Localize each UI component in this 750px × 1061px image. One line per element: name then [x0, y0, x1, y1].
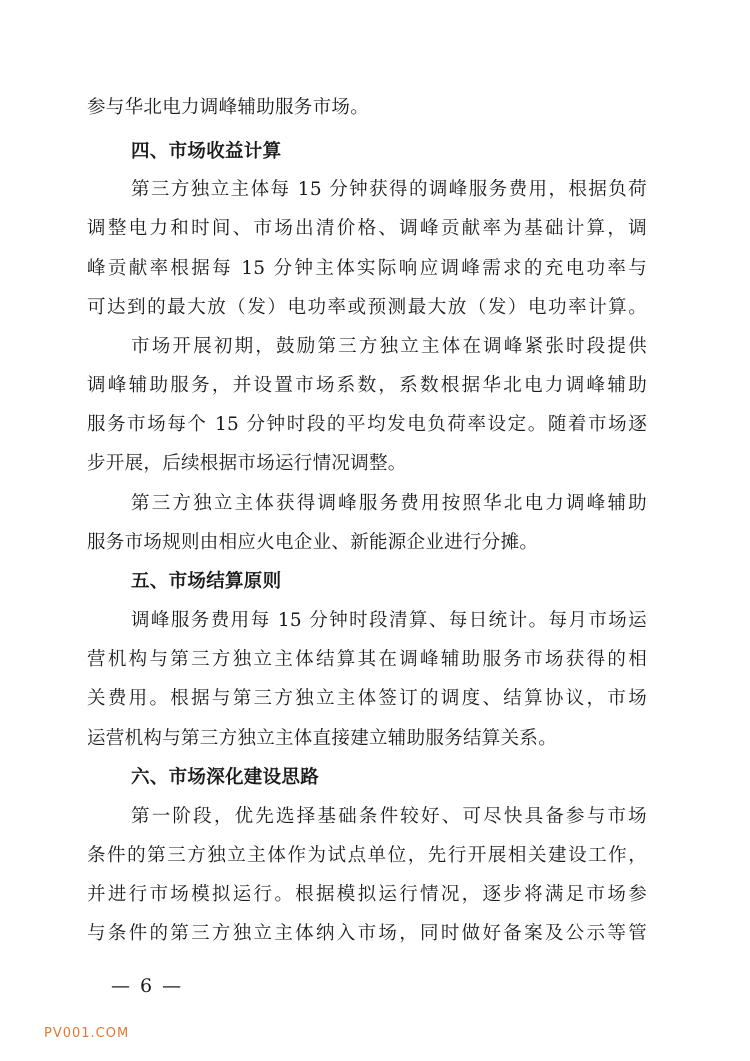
- section-heading: 五、市场结算原则: [131, 571, 282, 592]
- paragraph-line: 参与华北电力调峰辅助服务市场。: [87, 97, 370, 118]
- page-number: — 6 —: [111, 975, 184, 997]
- section-heading: 四、市场收益计算: [131, 141, 282, 162]
- paragraph-line: 并进行市场模拟运行。根据模拟运行情况，逐步将满足市场参: [87, 884, 647, 905]
- paragraph-line: 可达到的最大放（发）电功率或预测最大放（发）电功率计算。: [87, 297, 647, 318]
- paragraph-line: 第三方独立主体每 15 分钟获得的调峰服务费用，根据负荷: [131, 179, 647, 200]
- paragraph-line: 关费用。根据与第三方独立主体签订的调度、结算协议，市场: [87, 688, 647, 709]
- section-heading: 六、市场深化建设思路: [131, 767, 320, 788]
- paragraph-line: 运营机构与第三方独立主体直接建立辅助服务结算关系。: [87, 728, 558, 749]
- paragraph-line: 调整电力和时间、市场出清价格、调峰贡献率为基础计算，调: [87, 218, 647, 239]
- paragraph-line: 第一阶段，优先选择基础条件较好、可尽快具备参与市场: [131, 806, 647, 827]
- paragraph-line: 条件的第三方独立主体作为试点单位，先行开展相关建设工作，: [87, 845, 647, 866]
- paragraph-line: 营机构与第三方独立主体结算其在调峰辅助服务市场获得的相: [87, 649, 647, 670]
- paragraph-line: 服务市场规则由相应火电企业、新能源企业进行分摊。: [87, 532, 539, 553]
- paragraph-line: 与条件的第三方独立主体纳入市场，同时做好备案及公示等管: [87, 923, 647, 944]
- paragraph-line: 第三方独立主体获得调峰服务费用按照华北电力调峰辅助: [131, 493, 647, 514]
- paragraph-line: 调峰服务费用每 15 分钟时段清算、每日统计。每月市场运: [131, 610, 647, 631]
- paragraph-line: 服务市场每个 15 分钟时段的平均发电负荷率设定。随着市场逐: [87, 414, 647, 435]
- paragraph-line: 步开展，后续根据市场运行情况调整。: [87, 453, 407, 474]
- watermark: PV001.COM: [44, 1026, 130, 1041]
- paragraph-line: 市场开展初期，鼓励第三方独立主体在调峰紧张时段提供: [131, 336, 647, 357]
- paragraph-line: 峰贡献率根据每 15 分钟主体实际响应调峰需求的充电功率与: [87, 258, 647, 279]
- paragraph-line: 调峰辅助服务，并设置市场系数，系数根据华北电力调峰辅助: [87, 375, 647, 396]
